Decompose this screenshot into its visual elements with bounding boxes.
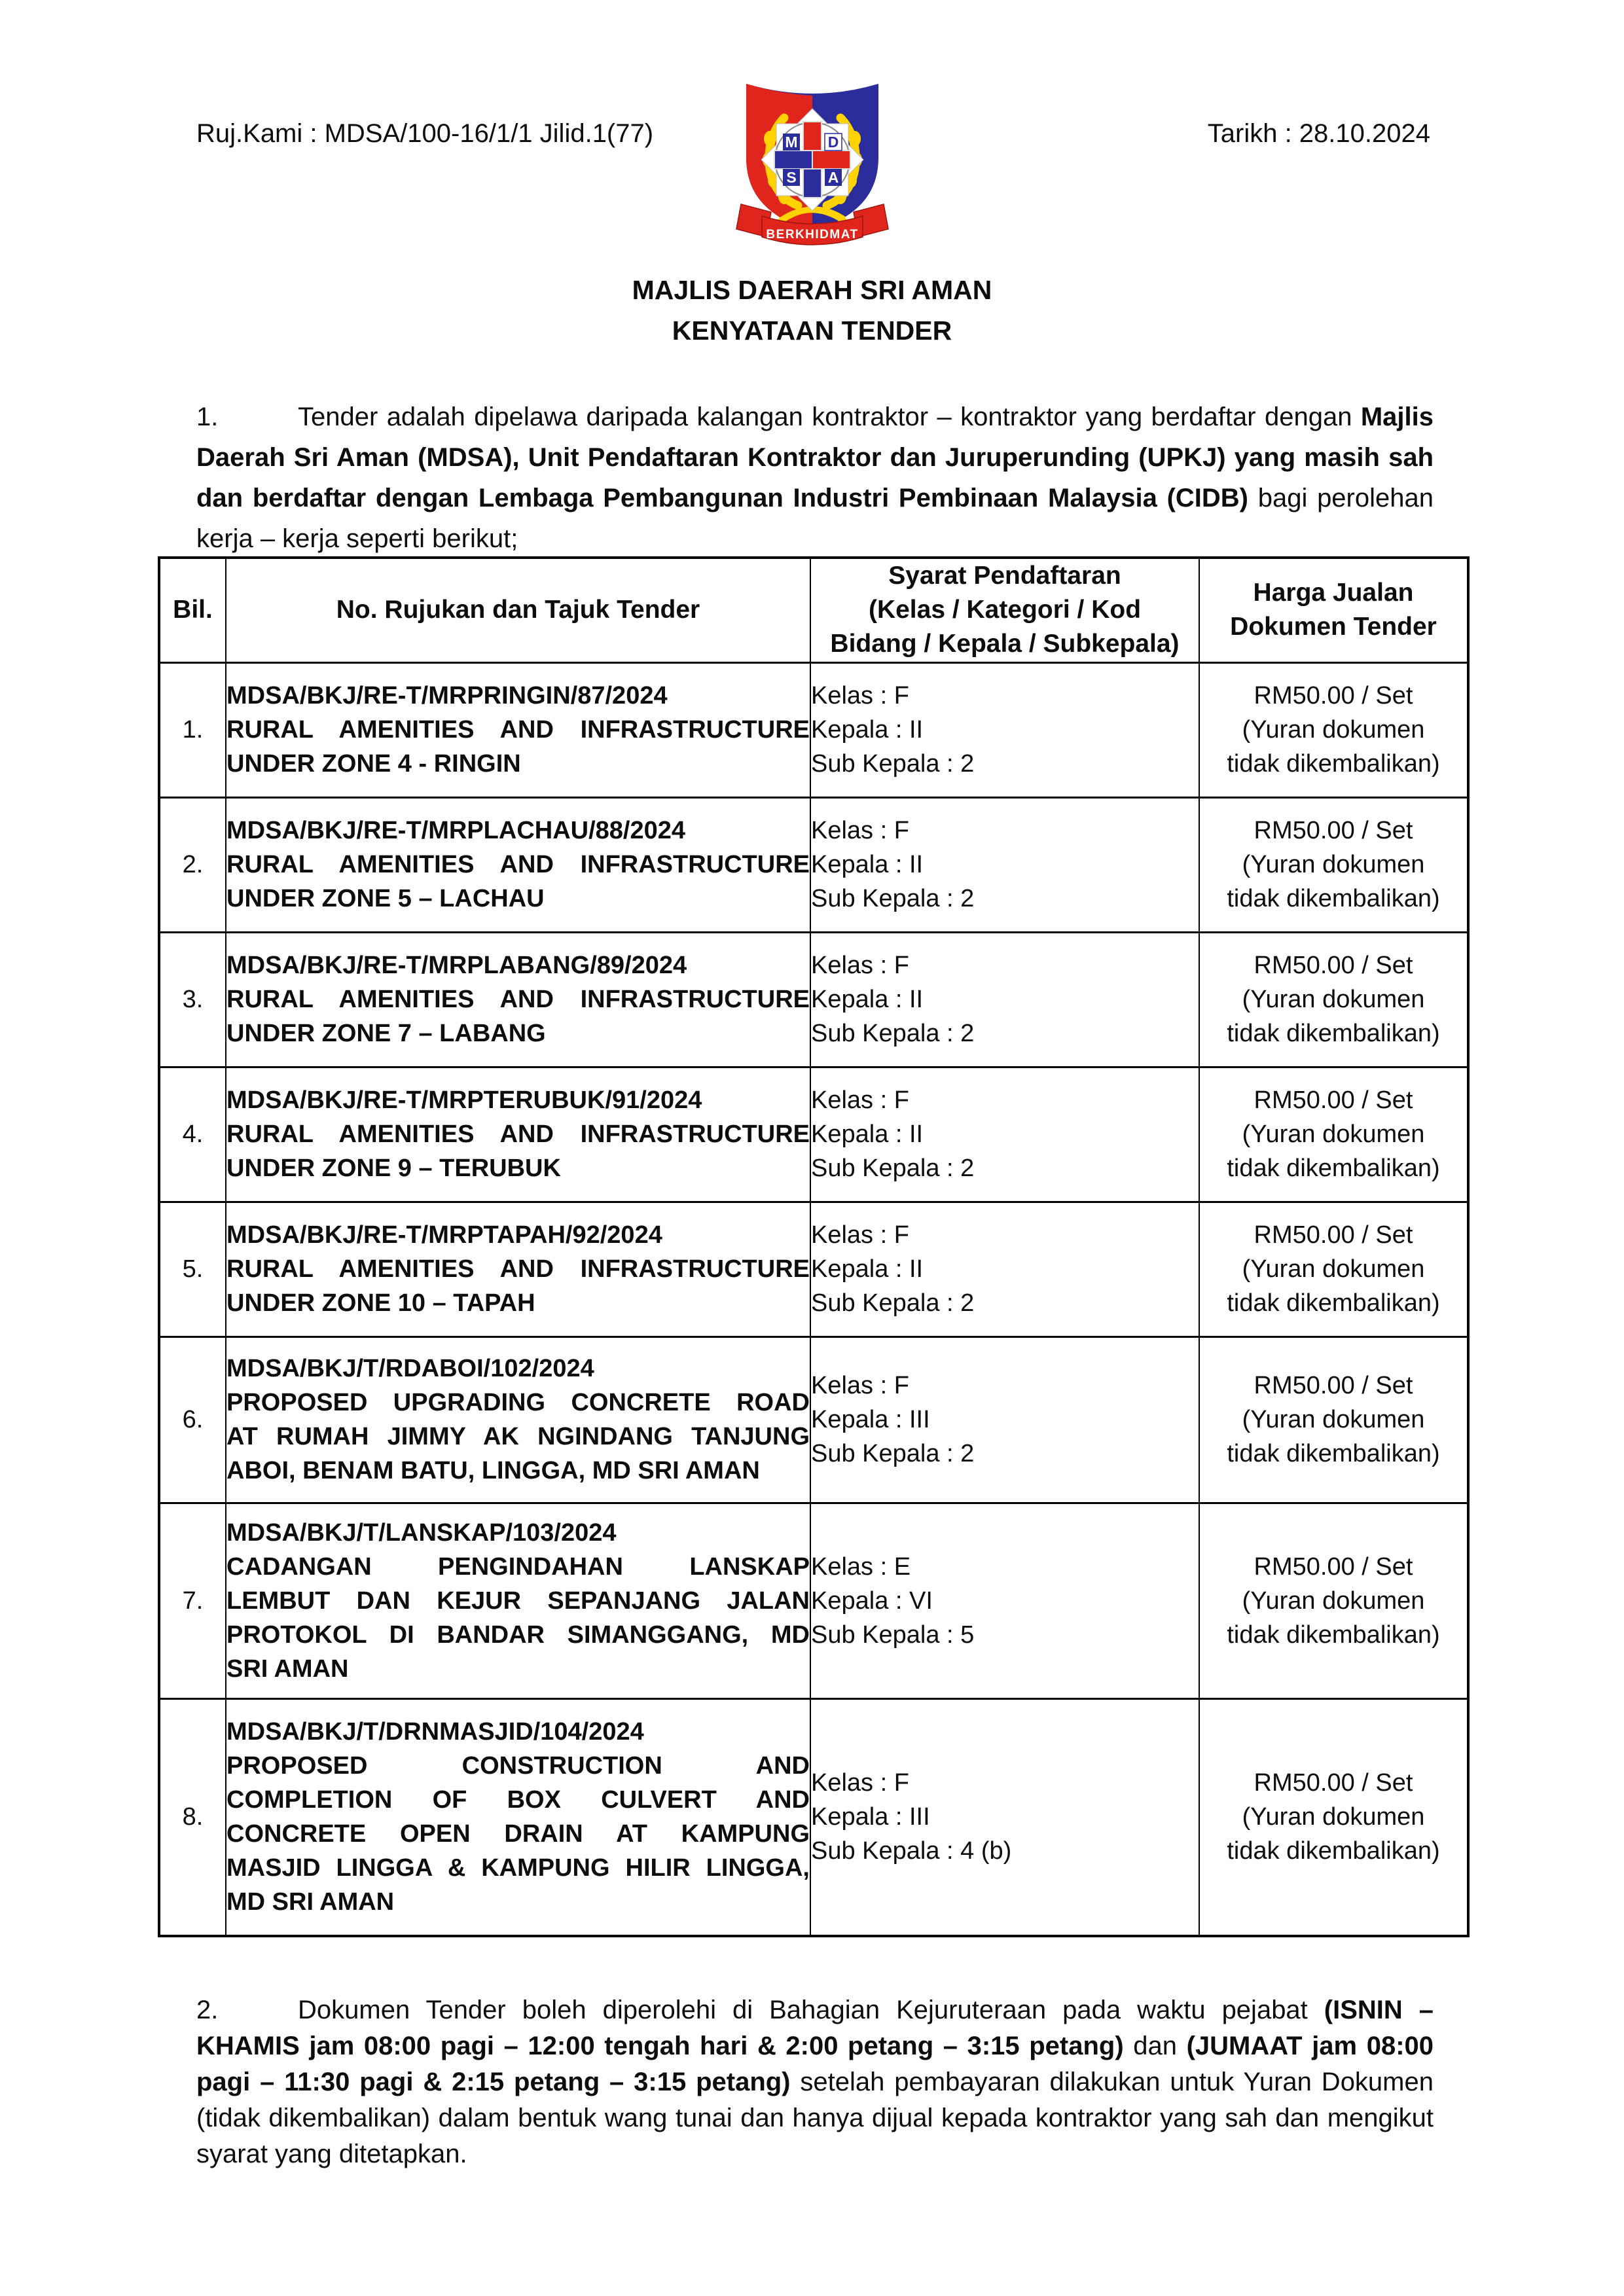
cell-harga <box>1199 932 1468 1067</box>
price-note-line: (Yuran dokumen <box>1242 1121 1425 1148</box>
tender-title-line: RURAL AMENITIES AND INFRASTRUCTURE <box>226 986 810 1013</box>
tender-title-line: SRI AMAN <box>226 1655 349 1683</box>
cell-syarat <box>810 797 1199 932</box>
sub-kepala-value: Sub Kepala : 2 <box>811 1440 975 1467</box>
price-value: RM50.00 / Set <box>1254 1769 1413 1797</box>
cell-syarat <box>810 1067 1199 1202</box>
text-segment: bagi perolehan kerja – kerja seperti berikut; <box>196 484 1434 553</box>
svg-text:A: A <box>827 169 839 186</box>
table-row <box>159 797 1468 932</box>
table-row <box>159 1503 1468 1698</box>
kelas-value: Kelas : F <box>811 817 909 844</box>
kepala-value: Kepala : II <box>811 1255 924 1283</box>
cell-bil: 8. <box>159 1698 226 1936</box>
sub-kepala-value: Sub Kepala : 2 <box>811 1020 975 1047</box>
header-syarat-line: Bidang / Kepala / Subkepala) <box>830 630 1180 658</box>
tender-ref: MDSA/BKJ/RE-T/MRPTAPAH/92/2024 <box>226 1221 662 1249</box>
price-value: RM50.00 / Set <box>1254 682 1413 709</box>
cell-syarat <box>810 1698 1199 1936</box>
table-row <box>159 1336 1468 1503</box>
table-row <box>159 1202 1468 1336</box>
tender-title-line: MASJID LINGGA & KAMPUNG HILIR LINGGA, <box>226 1854 810 1882</box>
cell-bil: 3. <box>159 932 226 1067</box>
tender-title-line: UNDER ZONE 10 – TAPAH <box>226 1289 535 1317</box>
kelas-value: Kelas : F <box>811 952 909 979</box>
text-segment: (JUMAAT jam 08:00 pagi – 11:30 pagi & 2:15 petang – 3:15 petang) <box>196 2032 1434 2096</box>
tender-title-line: UNDER ZONE 9 – TERUBUK <box>226 1155 561 1182</box>
document-titles <box>0 270 1624 351</box>
kelas-value: Kelas : F <box>811 682 909 709</box>
sub-kepala-value: Sub Kepala : 2 <box>811 1155 975 1182</box>
ribbon-motto: BERKHIDMAT <box>765 228 859 242</box>
tender-title-line: CADANGAN PENGINDAHAN LANSKAP <box>226 1552 810 1581</box>
tender-title-line: PROPOSED UPGRADING CONCRETE ROAD <box>226 1389 810 1416</box>
price-note-line: tidak dikembalikan) <box>1227 1289 1440 1317</box>
price-value: RM50.00 / Set <box>1254 1552 1413 1581</box>
kepala-value: Kepala : II <box>811 716 924 744</box>
kelas-value: Kelas : F <box>811 1221 909 1249</box>
text-segment: Dokumen Tender boleh diperolehi di Bahagian Kejuruteraan pada waktu pejabat <box>298 1996 1324 2024</box>
cell-bil: 1. <box>159 662 226 797</box>
header-syarat-line: (Kelas / Kategori / Kod <box>868 596 1142 624</box>
cell-ref-title <box>226 1067 810 1202</box>
price-note-line: (Yuran dokumen <box>1242 1803 1425 1831</box>
header-harga-line: Dokumen Tender <box>1230 613 1437 641</box>
table-row <box>159 1067 1468 1202</box>
tender-title-line: RURAL AMENITIES AND INFRASTRUCTURE <box>226 716 810 744</box>
header-harga <box>1199 558 1468 662</box>
cell-bil: 6. <box>159 1336 226 1503</box>
tender-title-line: PROPOSED CONSTRUCTION AND <box>226 1752 810 1780</box>
sub-kepala-value: Sub Kepala : 2 <box>811 750 975 778</box>
kepala-value: Kepala : II <box>811 851 924 878</box>
paragraph-2 <box>196 1992 1434 2172</box>
cell-harga <box>1199 1698 1468 1936</box>
kepala-value: Kepala : VI <box>811 1587 933 1615</box>
tender-title-line: ABOI, BENAM BATU, LINGGA, MD SRI AMAN <box>226 1457 760 1484</box>
price-value: RM50.00 / Set <box>1254 952 1413 979</box>
cell-syarat <box>810 932 1199 1067</box>
tender-ref: MDSA/BKJ/RE-T/MRPLABANG/89/2024 <box>226 952 687 979</box>
price-note-line: tidak dikembalikan) <box>1227 1837 1440 1865</box>
tender-title-line: UNDER ZONE 4 - RINGIN <box>226 750 521 778</box>
price-value: RM50.00 / Set <box>1254 1086 1413 1114</box>
table-row <box>159 662 1468 797</box>
cell-ref-title <box>226 932 810 1067</box>
cell-syarat <box>810 1202 1199 1336</box>
price-value: RM50.00 / Set <box>1254 817 1413 844</box>
tender-ref: MDSA/BKJ/RE-T/MRPTERUBUK/91/2024 <box>226 1086 702 1114</box>
price-note-line: tidak dikembalikan) <box>1227 885 1440 912</box>
tender-title-line: UNDER ZONE 7 – LABANG <box>226 1020 546 1047</box>
svg-text:S: S <box>785 169 797 186</box>
price-note-line: tidak dikembalikan) <box>1227 750 1440 778</box>
tender-ref: MDSA/BKJ/RE-T/MRPRINGIN/87/2024 <box>226 682 668 709</box>
text-segment: (ISNIN – KHAMIS jam 08:00 pagi – 12:00 tengah hari & 2:00 petang – 3:15 petang) <box>196 1996 1434 2060</box>
tender-title-line: CONCRETE OPEN DRAIN AT KAMPUNG <box>226 1820 810 1848</box>
header-syarat <box>810 558 1199 662</box>
price-value: RM50.00 / Set <box>1254 1221 1413 1249</box>
price-note-line: (Yuran dokumen <box>1242 1406 1425 1433</box>
tender-title-line: LEMBUT DAN KEJUR SEPANJANG JALAN <box>226 1587 810 1615</box>
cell-harga <box>1199 797 1468 932</box>
svg-text:M: M <box>784 134 798 151</box>
kepala-value: Kepala : III <box>811 1406 930 1433</box>
tender-table <box>158 556 1470 1937</box>
price-note-line: (Yuran dokumen <box>1242 851 1425 878</box>
cell-harga <box>1199 662 1468 797</box>
tender-title-line: PROTOKOL DI BANDAR SIMANGGANG, MD <box>226 1621 810 1649</box>
cell-harga <box>1199 1336 1468 1503</box>
para-2-text <box>196 1996 1434 2168</box>
cell-syarat <box>810 1336 1199 1503</box>
text-segment: dan <box>1123 2032 1187 2060</box>
para-1-text <box>196 403 1434 553</box>
tender-title-line: RURAL AMENITIES AND INFRASTRUCTURE <box>226 1255 810 1283</box>
header-ref: No. Rujukan dan Tajuk Tender <box>226 558 810 662</box>
header-bil: Bil. <box>159 558 226 662</box>
tender-title-line: AT RUMAH JIMMY AK NGINDANG TANJUNG <box>226 1423 810 1450</box>
price-note-line: (Yuran dokumen <box>1242 1587 1425 1615</box>
doc-title: KENYATAAN TENDER <box>672 315 952 346</box>
cell-bil: 7. <box>159 1503 226 1698</box>
kelas-value: Kelas : F <box>811 1086 909 1114</box>
tender-title-line: RURAL AMENITIES AND INFRASTRUCTURE <box>226 851 810 878</box>
cell-bil: 4. <box>159 1067 226 1202</box>
tender-ref: MDSA/BKJ/T/RDABOI/102/2024 <box>226 1355 594 1382</box>
kepala-value: Kepala : II <box>811 1121 924 1148</box>
org-title: MAJLIS DAERAH SRI AMAN <box>632 275 992 305</box>
sub-kepala-value: Sub Kepala : 2 <box>811 1289 975 1317</box>
kelas-value: Kelas : E <box>811 1552 911 1581</box>
price-note-line: (Yuran dokumen <box>1242 986 1425 1013</box>
council-crest-logo <box>736 73 889 249</box>
table-row <box>159 1698 1468 1936</box>
price-value: RM50.00 / Set <box>1254 1372 1413 1399</box>
cell-syarat <box>810 662 1199 797</box>
sub-kepala-value: Sub Kepala : 5 <box>811 1621 975 1649</box>
cell-ref-title <box>226 662 810 797</box>
cell-harga <box>1199 1067 1468 1202</box>
tender-table-header <box>159 558 1468 662</box>
header-harga-line: Harga Jualan <box>1253 579 1414 607</box>
document-date: Tarikh : 28.10.2024 <box>1207 119 1430 148</box>
cell-ref-title <box>226 1202 810 1336</box>
cell-ref-title <box>226 1698 810 1936</box>
price-note-line: tidak dikembalikan) <box>1227 1155 1440 1182</box>
text-segment: Tender adalah dipelawa daripada kalangan kontraktor – kontraktor yang berdaftar dengan <box>298 403 1361 431</box>
cell-ref-title <box>226 1503 810 1698</box>
tender-ref: MDSA/BKJ/T/LANSKAP/103/2024 <box>226 1518 617 1547</box>
table-row <box>159 932 1468 1067</box>
price-note-line: tidak dikembalikan) <box>1227 1020 1440 1047</box>
svg-text:D: D <box>827 134 839 151</box>
tender-ref: MDSA/BKJ/T/DRNMASJID/104/2024 <box>226 1718 644 1746</box>
cell-syarat <box>810 1503 1199 1698</box>
tender-title-line: MD SRI AMAN <box>226 1888 395 1916</box>
sub-kepala-value: Sub Kepala : 2 <box>811 885 975 912</box>
price-note-line: tidak dikembalikan) <box>1227 1621 1440 1649</box>
header-row <box>159 558 1468 662</box>
tender-table-body <box>159 662 1468 1936</box>
cell-harga <box>1199 1503 1468 1698</box>
cell-ref-title <box>226 1336 810 1503</box>
header-syarat-line: Syarat Pendaftaran <box>888 562 1121 590</box>
tender-title-line: COMPLETION OF BOX CULVERT AND <box>226 1786 810 1814</box>
price-note-line: (Yuran dokumen <box>1242 1255 1425 1283</box>
tender-title-line: RURAL AMENITIES AND INFRASTRUCTURE <box>226 1121 810 1148</box>
cell-ref-title <box>226 797 810 932</box>
cell-bil: 5. <box>159 1202 226 1336</box>
kepala-value: Kepala : III <box>811 1803 930 1831</box>
kelas-value: Kelas : F <box>811 1769 909 1797</box>
reference-number: Ruj.Kami : MDSA/100-16/1/1 Jilid.1(77) <box>196 119 654 148</box>
sub-kepala-value: Sub Kepala : 4 (b) <box>811 1837 1012 1865</box>
tender-ref: MDSA/BKJ/RE-T/MRPLACHAU/88/2024 <box>226 817 686 844</box>
text-segment: setelah pembayaran dilakukan untuk Yuran Dokumen (tidak dikembalikan) dalam bentuk wang tunai dan hanya dijual kepada kontraktor yang sah dan mengikut syarat yang ditetapkan. <box>196 2068 1434 2168</box>
paragraph-1 <box>196 397 1434 559</box>
tender-title-line: UNDER ZONE 5 – LACHAU <box>226 885 545 912</box>
para-2-number: 2. <box>196 1996 219 2024</box>
kelas-value: Kelas : F <box>811 1372 909 1399</box>
price-note-line: (Yuran dokumen <box>1242 716 1425 744</box>
text-segment: Majlis Daerah Sri Aman (MDSA), Unit Pendaftaran Kontraktor dan Juruperunding (UPKJ) yang masih sah dan berdaftar dengan Lembaga Pembangunan Industri Pembinaan Malaysia (CIDB) <box>196 403 1434 512</box>
para-1-number: 1. <box>196 403 219 431</box>
kepala-value: Kepala : II <box>811 986 924 1013</box>
cell-bil: 2. <box>159 797 226 932</box>
cell-harga <box>1199 1202 1468 1336</box>
price-note-line: tidak dikembalikan) <box>1227 1440 1440 1467</box>
